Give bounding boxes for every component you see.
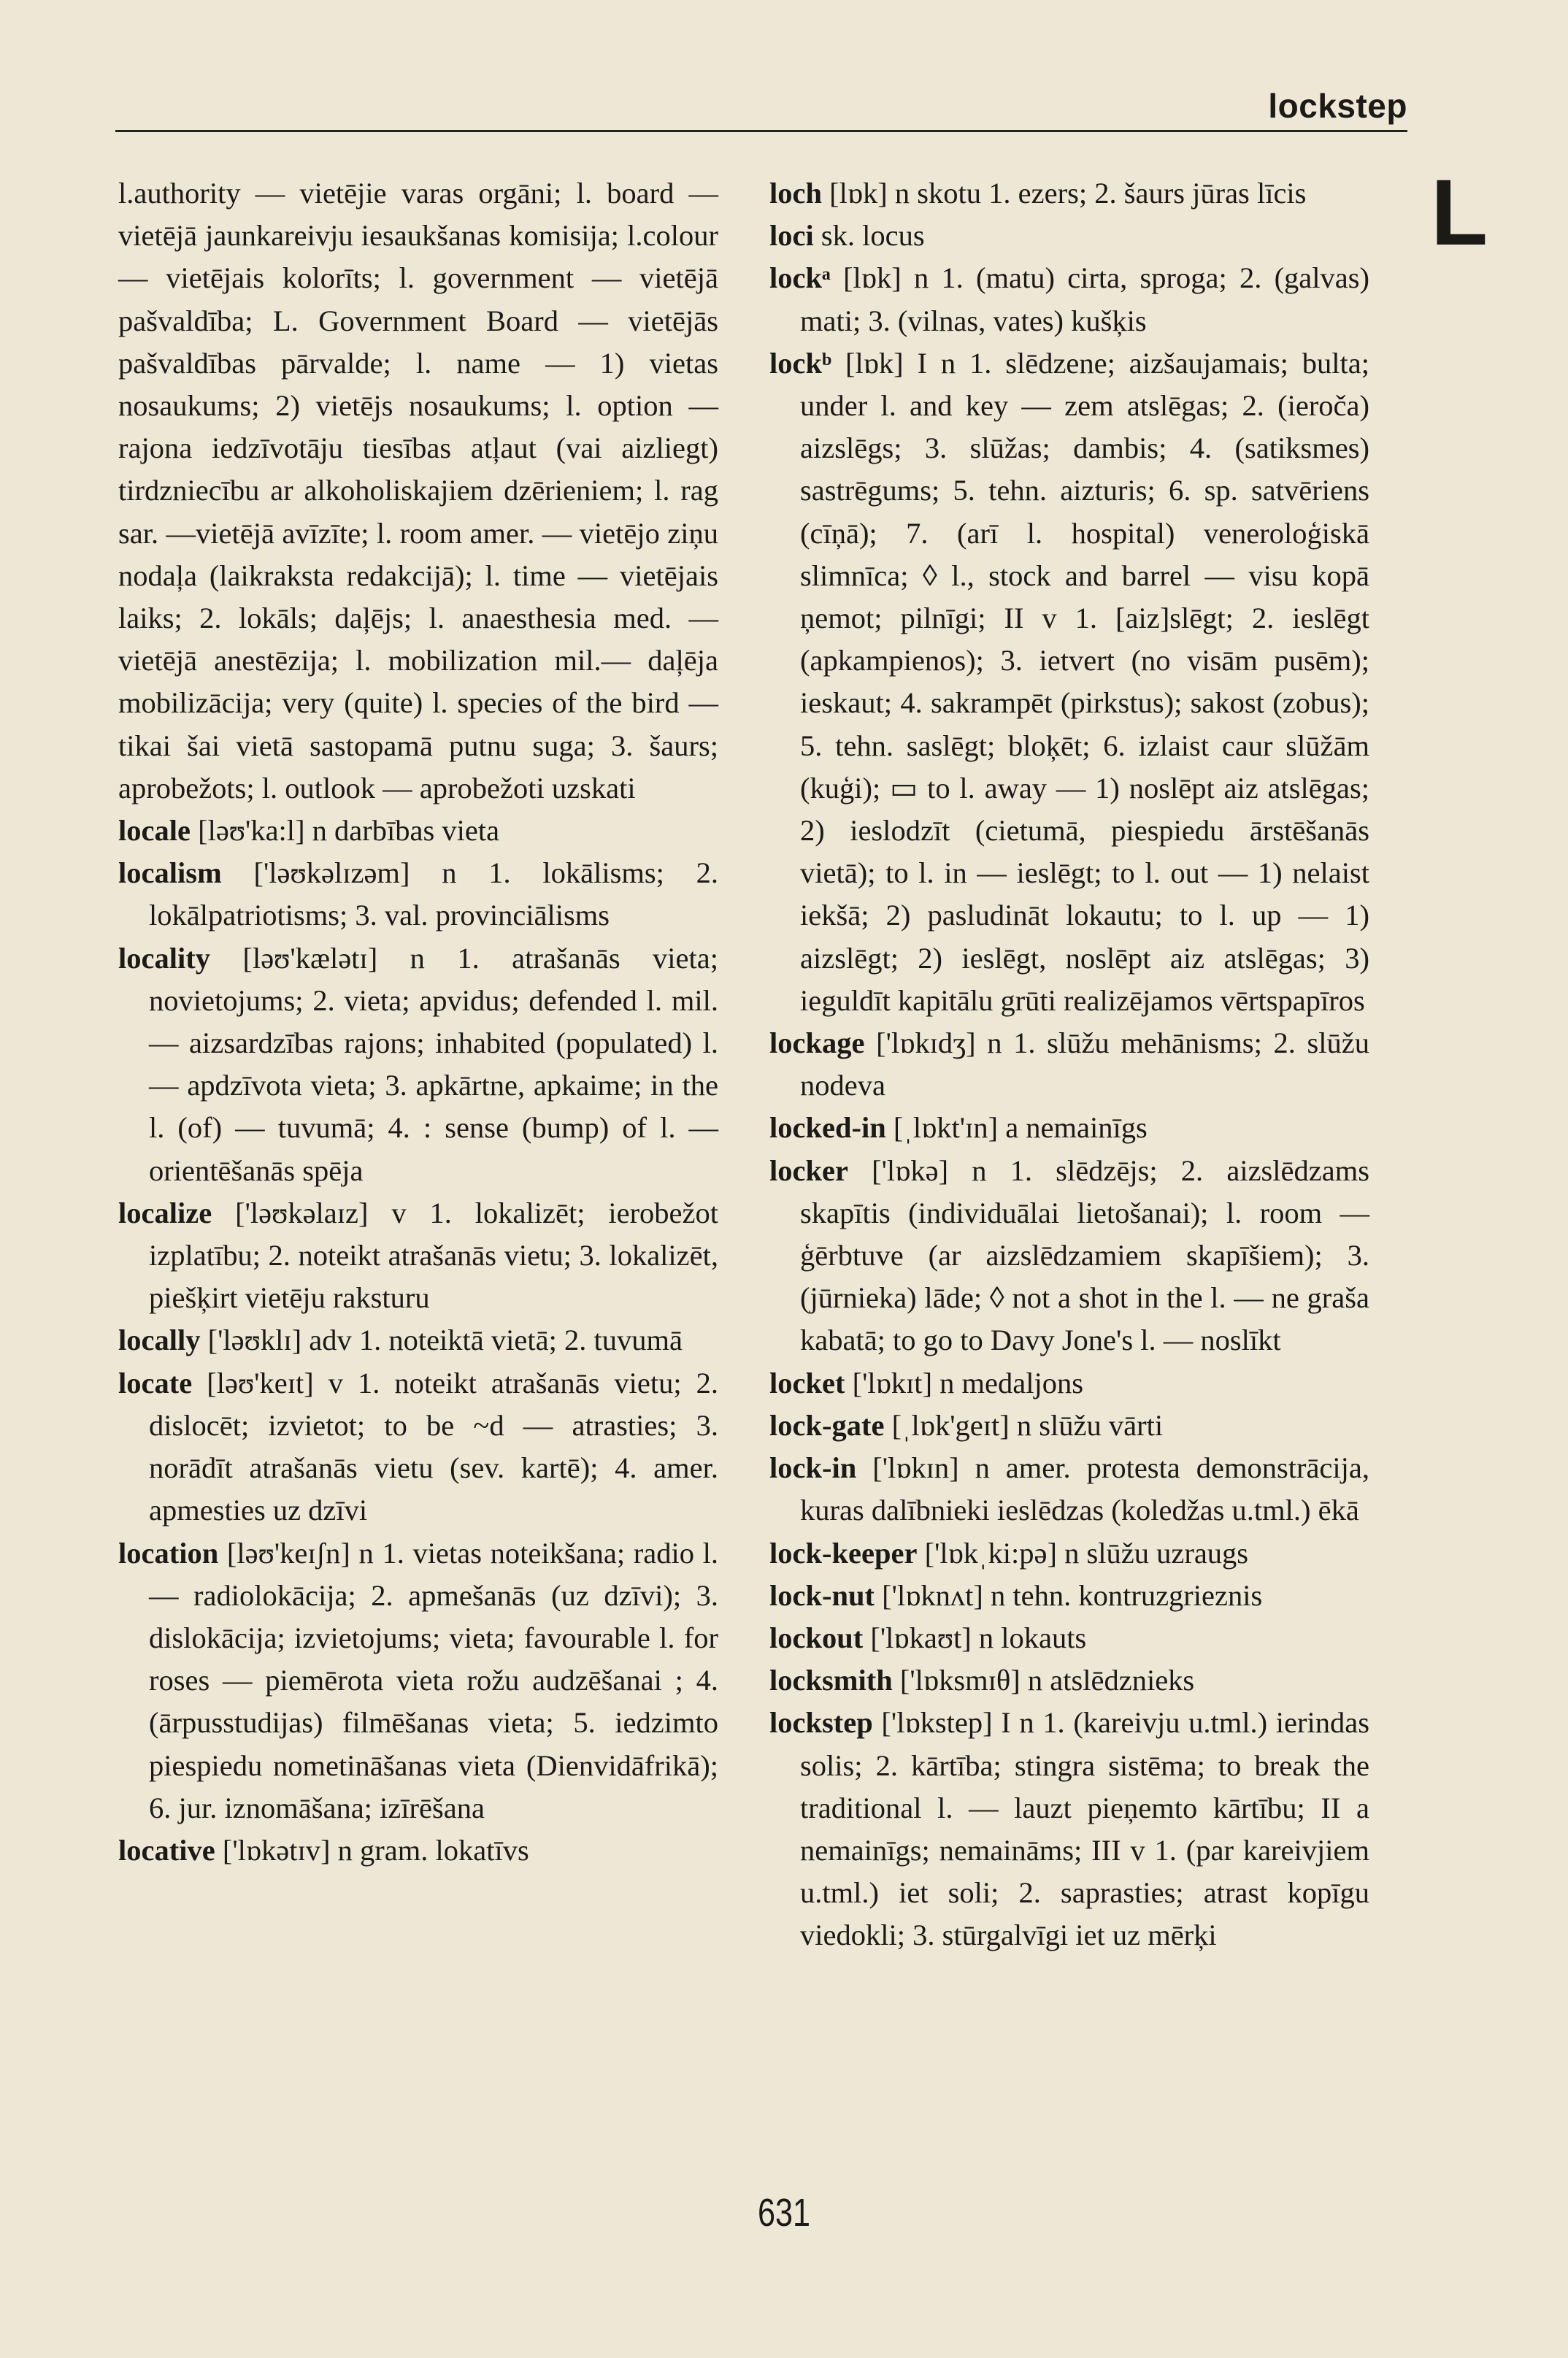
entry-text: ['lɒksmɪθ] n atslēdznieks bbox=[899, 1664, 1195, 1697]
entry-text: sk. locus bbox=[820, 219, 925, 253]
dictionary-entry bbox=[769, 1447, 1369, 1532]
dictionary-entry bbox=[118, 1532, 718, 1829]
entry-headword: lock-nut bbox=[769, 1578, 875, 1612]
entry-text: ['ləʊklɪ] adv 1. noteiktā vietā; 2. tuvumā bbox=[207, 1324, 683, 1357]
dictionary-entry bbox=[769, 1022, 1369, 1107]
dictionary-entry bbox=[769, 215, 1369, 257]
dictionary-entry bbox=[118, 1829, 718, 1872]
entry-text: [ˌlɒkt'ɪn] a nemainīgs bbox=[893, 1111, 1148, 1145]
entry-headword: loci bbox=[769, 219, 814, 253]
page-number: 631 bbox=[757, 2191, 811, 2235]
entry-headword: lockstep bbox=[769, 1706, 873, 1740]
entry-headword: locket bbox=[769, 1366, 845, 1399]
entry-text: [lɒk] n 1. (matu) cirta, sproga; 2. (galvas) mati; 3. (vilnas, vates) kušķis bbox=[800, 261, 1370, 337]
dictionary-entry bbox=[769, 1107, 1369, 1149]
entry-text: ['lɒkətɪv] n gram. lokatīvs bbox=[222, 1833, 529, 1867]
entry-text: ['lɒkɪt] n medaljons bbox=[852, 1366, 1084, 1399]
entry-headword: lockᵇ bbox=[769, 346, 832, 380]
left-column bbox=[118, 172, 718, 1872]
entry-text: ['ləʊkəlɪzəm] n 1. lokālisms; 2. lokālpatriotisms; 3. val. provinciālisms bbox=[149, 856, 719, 932]
entry-text: ['lɒkɪn] n amer. protesta demonstrācija, kuras dalībnieki ieslēdzas (koledžas u.tml.) ēkā bbox=[800, 1451, 1370, 1527]
running-head: lockstep bbox=[1268, 87, 1407, 125]
dictionary-entry bbox=[769, 172, 1369, 215]
dictionary-entry bbox=[118, 937, 718, 1192]
entry-headword: localize bbox=[118, 1196, 212, 1229]
header-rule bbox=[115, 130, 1407, 132]
entry-headword: loch bbox=[769, 177, 823, 210]
dictionary-entry bbox=[769, 1659, 1369, 1702]
dictionary-entry bbox=[769, 342, 1369, 1022]
entry-headword: locksmith bbox=[769, 1664, 893, 1697]
entry-text: [lɒk] I n 1. slēdzene; aizšaujamais; bulta; under l. and key — zem atslēgas; 2. (ieroča) aizslēgs; 3. slūžas; dambis; 4. (satiksmes) sastrēgums; 5. tehn. aizturis; 6. sp. satvēriens (cīņā); 7. (arī l. hospital) veneroloģiskā slimnīca; ◊ l., stock and barrel — visu kopā ņemot; pilnīgi; II v 1. [aiz]slēgt; 2. ieslēgt (apkampienos); 3. ietvert (no visām pusēm); ieskaut; 4. sakrampēt (pirkstus); sakost (zobus); 5. tehn. saslēgt; bloķēt; 6. izlaist caur slūžām (kuģi); ▭ to l. away — 1) noslēpt aiz atslēgas; 2) ieslodzīt (cietumā, piespiedu ārstēšanās vietā); to l. in — ieslēgt; to l. out — 1) nelaist iekšā; 2) pasludināt lokautu; to l. up — 1) aizslēgt; 2) ieslēgt, noslēpt aiz atslēgas; 3) ieguldīt kapitālu grūti realizējamos vērtspapīros bbox=[800, 346, 1369, 1017]
entry-text: [lɒk] n skotu 1. ezers; 2. šaurs jūras līcis bbox=[829, 177, 1307, 210]
entry-headword: location bbox=[118, 1536, 219, 1570]
entry-text: [ləʊ'ka:l] n darbības vieta bbox=[198, 814, 500, 848]
entry-text: ['lɒkstep] I n 1. (kareivju u.tml.) ierindas solis; 2. kārtība; stingra sistēma; to break the traditional l. — lauzt pieņemto kārtību; II a nemainīgs; nemaināms; III v 1. (par kareivjiem u.tml.) iet soli; 2. saprasties; atrast kopīgu viedokli; 3. stūrgalvīgi iet uz mērķi bbox=[800, 1706, 1369, 1952]
dictionary-entry bbox=[118, 1362, 718, 1532]
dictionary-entry bbox=[118, 810, 718, 852]
dictionary-entry bbox=[769, 1532, 1369, 1575]
entry-text: [ləʊ'keɪʃn] n 1. vietas noteikšana; radio l. — radiolokācija; 2. apmešanās (uz dzīvi); 3. dislokācija; izvietojums; vieta; favourable l. for roses — piemērota vieta rožu audzēšanai ; 4. (ārpusstudijas) filmēšanas vieta; 5. iedzimto piespiedu nometināšanas vieta (Dienvidāfrikā); 6. jur. iznomāšana; izīrēšana bbox=[149, 1536, 718, 1824]
entry-text: ['lɒknʌt] n tehn. kontruzgrieznis bbox=[882, 1578, 1263, 1612]
entry-headword: localism bbox=[118, 856, 222, 890]
dictionary-entry bbox=[118, 1192, 718, 1320]
dictionary-entry bbox=[769, 257, 1369, 342]
right-column bbox=[769, 172, 1369, 1957]
dictionary-entry bbox=[769, 1362, 1369, 1405]
entry-headword: locative bbox=[118, 1833, 215, 1867]
entry-text: [ˌlɒk'geɪt] n slūžu vārti bbox=[891, 1408, 1164, 1442]
entry-headword: locale bbox=[118, 814, 191, 848]
entry-text: ['ləʊkəlaɪz] v 1. lokalizēt; ierobežot izplatību; 2. noteikt atrašanās vietu; 3. lokalizēt, piešķirt vietēju raksturu bbox=[149, 1196, 719, 1315]
dictionary-entry bbox=[118, 1319, 718, 1362]
entry-headword: locally bbox=[118, 1324, 201, 1357]
thumb-index-letter: L bbox=[1431, 161, 1488, 265]
dictionary-entry bbox=[118, 852, 718, 937]
entry-headword: locality bbox=[118, 941, 210, 975]
entry-headword: lock-gate bbox=[769, 1408, 885, 1442]
dictionary-entry bbox=[769, 1150, 1369, 1362]
entry-headword: lockage bbox=[769, 1026, 865, 1060]
entry-headword: locker bbox=[769, 1153, 848, 1187]
dictionary-entry bbox=[769, 1575, 1369, 1617]
entry-text: l.authority — vietējie varas orgāni; l. board —vietējā jaunkareivju iesaukšanas komisija; l.colour — vietējais kolorīts; l. government — vietējā pašvaldība; L. Government Board — vietējās pašvaldības pārvalde; l. name — 1) vietas nosaukums; 2) vietējs nosaukums; l. option — rajona iedzīvotāju tiesības atļaut (vai aizliegt) tirdzniecību ar alkoholiskajiem dzērieniem; l. rag sar. —vietējā avīzīte; l. room amer. — vietējo ziņu nodaļa (laikraksta redakcijā); l. time — vietējais laiks; 2. lokāls; daļējs; l. anaesthesia med. — vietējā anestēzija; l. mobilization mil.— daļēja mobilizācija; very (quite) l. species of the bird — tikai šai vietā sastopamā putnu suga; 3. šaurs; aprobežots; l. outlook — aprobežoti uzskati bbox=[118, 177, 718, 804]
dictionary-entry bbox=[769, 1617, 1369, 1659]
dictionary-entry bbox=[118, 172, 718, 810]
entry-headword: lock-in bbox=[769, 1451, 857, 1485]
entry-text: [ləʊ'kælətɪ] n 1. atrašanās vieta; novietojums; 2. vieta; apvidus; defended l. mil. — aizsardzības rajons; inhabited (populated) l. — apdzīvota vieta; 3. apkārtne, apkaime; in the l. (of) — tuvumā; 4. : sense (bump) of l. — orientēšanās spēja bbox=[149, 941, 718, 1187]
entry-headword: locate bbox=[118, 1366, 193, 1399]
entry-text: ['lɒkaʊt] n lokauts bbox=[870, 1621, 1087, 1654]
dictionary-entry bbox=[769, 1405, 1369, 1447]
entry-headword: locked-in bbox=[769, 1111, 886, 1145]
entry-headword: lockᵃ bbox=[769, 261, 831, 295]
entry-headword: lock-keeper bbox=[769, 1536, 918, 1570]
entry-headword: lockout bbox=[769, 1621, 864, 1654]
entry-text: [ləʊ'keɪt] v 1. noteikt atrašanās vietu; 2. dislocēt; izvietot; to be ~d — atrasties; 3. norādīt atrašanās vietu (sev. kartē); 4. amer. apmesties uz dzīvi bbox=[149, 1366, 718, 1527]
entry-text: ['lɒkɪdʒ] n 1. slūžu mehānisms; 2. slūžu nodeva bbox=[800, 1026, 1369, 1102]
entry-text: ['lɒkə] n 1. slēdzējs; 2. aizslēdzams skapītis (individuālai lietošanai); l. room — ģērbtuve (ar aizslēdzamiem skapīšiem); 3. (jūrnieka) lāde; ◊ not a shot in the l. — ne graša kabatā; to go to Davy Jone's l. — noslīkt bbox=[800, 1153, 1370, 1357]
entry-text: ['lɒkˌki:pə] n slūžu uzraugs bbox=[924, 1536, 1249, 1570]
dictionary-entry bbox=[769, 1702, 1369, 1956]
